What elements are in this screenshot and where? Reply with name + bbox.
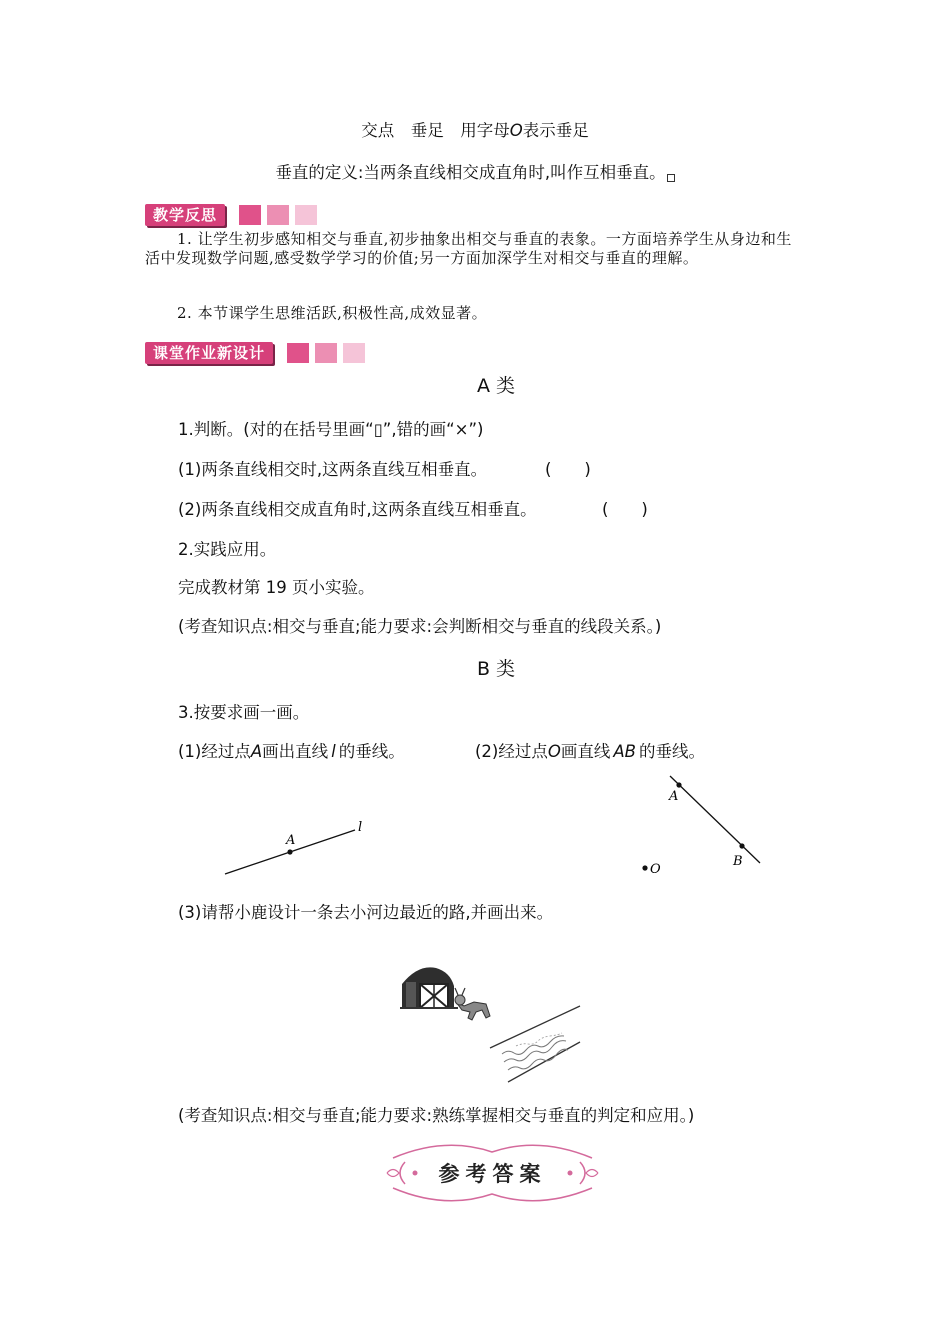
question-3-2 xyxy=(475,738,705,762)
line-ab xyxy=(670,776,760,863)
question-3-1 xyxy=(178,738,405,762)
banner-square-icon xyxy=(295,205,317,225)
banner-square-icon xyxy=(287,343,309,363)
homework-banner xyxy=(145,341,365,365)
reflection-paragraph-2 xyxy=(145,304,805,323)
river-icon xyxy=(490,1006,580,1082)
top-line-1-suffix: 表示垂足 xyxy=(522,121,589,140)
answers-title: 参考答案 xyxy=(438,1161,547,1186)
checkbox-glyph-icon xyxy=(667,174,675,182)
banner-square-icon xyxy=(343,343,365,363)
question-1-1: (1)两条直线相交时,这两条直线互相垂直。 xyxy=(178,460,488,479)
reflection-p1-text: 1. 让学生初步感知相交与垂直,初步抽象出相交与垂直的表象。一方面培养学生从身边和生活中发现数学问题,感受数学学习的价值;另一方面加深学生对相交与垂直的理解。 xyxy=(145,230,792,267)
question-2-text: 完成教材第 19 页小实验。 xyxy=(178,578,375,597)
figure-deer-river xyxy=(398,962,588,1086)
banner-square-icon xyxy=(267,205,289,225)
definition-text: 垂直的定义:当两条直线相交成直角时,叫作互相垂直。 xyxy=(275,163,666,182)
reflection-paragraph-1 xyxy=(145,230,805,268)
top-line-1-prefix: 交点 垂足 用字母 xyxy=(361,121,510,140)
note-b: (考查知识点:相交与垂直;能力要求:熟练掌握相交与垂直的判定和应用。) xyxy=(178,1106,695,1125)
q3-1-part-c: 画出直线 xyxy=(262,742,329,761)
q3-2-point: O xyxy=(547,742,561,761)
top-line-1-letter: O xyxy=(509,121,523,140)
homework-banner-label: 课堂作业新设计 xyxy=(145,342,273,364)
barn-icon xyxy=(400,967,458,1008)
point-a-label: A xyxy=(669,789,679,804)
top-line-1 xyxy=(0,117,950,141)
definition-line xyxy=(0,159,950,183)
question-3: 3.按要求画一画。 xyxy=(178,703,310,722)
point-a-label: A xyxy=(286,833,296,848)
banner-square-icon xyxy=(315,343,337,363)
point-b-dot xyxy=(739,843,744,848)
q3-2-part-e: 的垂线。 xyxy=(638,742,705,761)
note-a: (考查知识点:相交与垂直;能力要求:会判断相交与垂直的线段关系。) xyxy=(178,617,662,636)
q3-1-line: l xyxy=(331,742,336,761)
q3-1-part-a: (1)经过点 xyxy=(178,742,251,761)
banner-square-icon xyxy=(239,205,261,225)
point-b-label: B xyxy=(733,854,743,869)
line-l-label: l xyxy=(358,820,363,835)
answer-paren-1: ( ) xyxy=(545,460,591,479)
point-o-label: O xyxy=(650,862,661,877)
q3-2-part-c: 画直线 xyxy=(560,742,611,761)
question-2: 2.实践应用。 xyxy=(178,540,277,559)
question-3-3: (3)请帮小鹿设计一条去小河边最近的路,并画出来。 xyxy=(178,903,554,922)
question-1: 1.判断。(对的在括号里画“▯”,错的画“×”) xyxy=(178,420,484,439)
deer-icon xyxy=(455,988,490,1020)
reflection-banner-label: 教学反思 xyxy=(145,204,225,226)
point-a-dot xyxy=(676,782,681,787)
q3-1-part-e: 的垂线。 xyxy=(338,742,405,761)
section-b-heading: B 类 xyxy=(476,658,516,680)
q3-2-line: AB xyxy=(613,742,636,761)
figure-line-l xyxy=(215,812,385,882)
reflection-banner xyxy=(145,203,317,227)
answer-paren-2: ( ) xyxy=(602,500,648,519)
q3-2-part-a: (2)经过点 xyxy=(475,742,548,761)
section-a-heading: A 类 xyxy=(476,375,516,397)
question-1-2: (2)两条直线相交成直角时,这两条直线互相垂直。 xyxy=(178,500,537,519)
reflection-p2-text: 2. 本节课学生思维活跃,积极性高,成效显著。 xyxy=(177,304,488,322)
point-a-dot xyxy=(287,849,292,854)
q3-1-point: A xyxy=(250,742,263,761)
point-o-dot xyxy=(642,865,647,870)
figure-line-ab xyxy=(630,770,770,885)
